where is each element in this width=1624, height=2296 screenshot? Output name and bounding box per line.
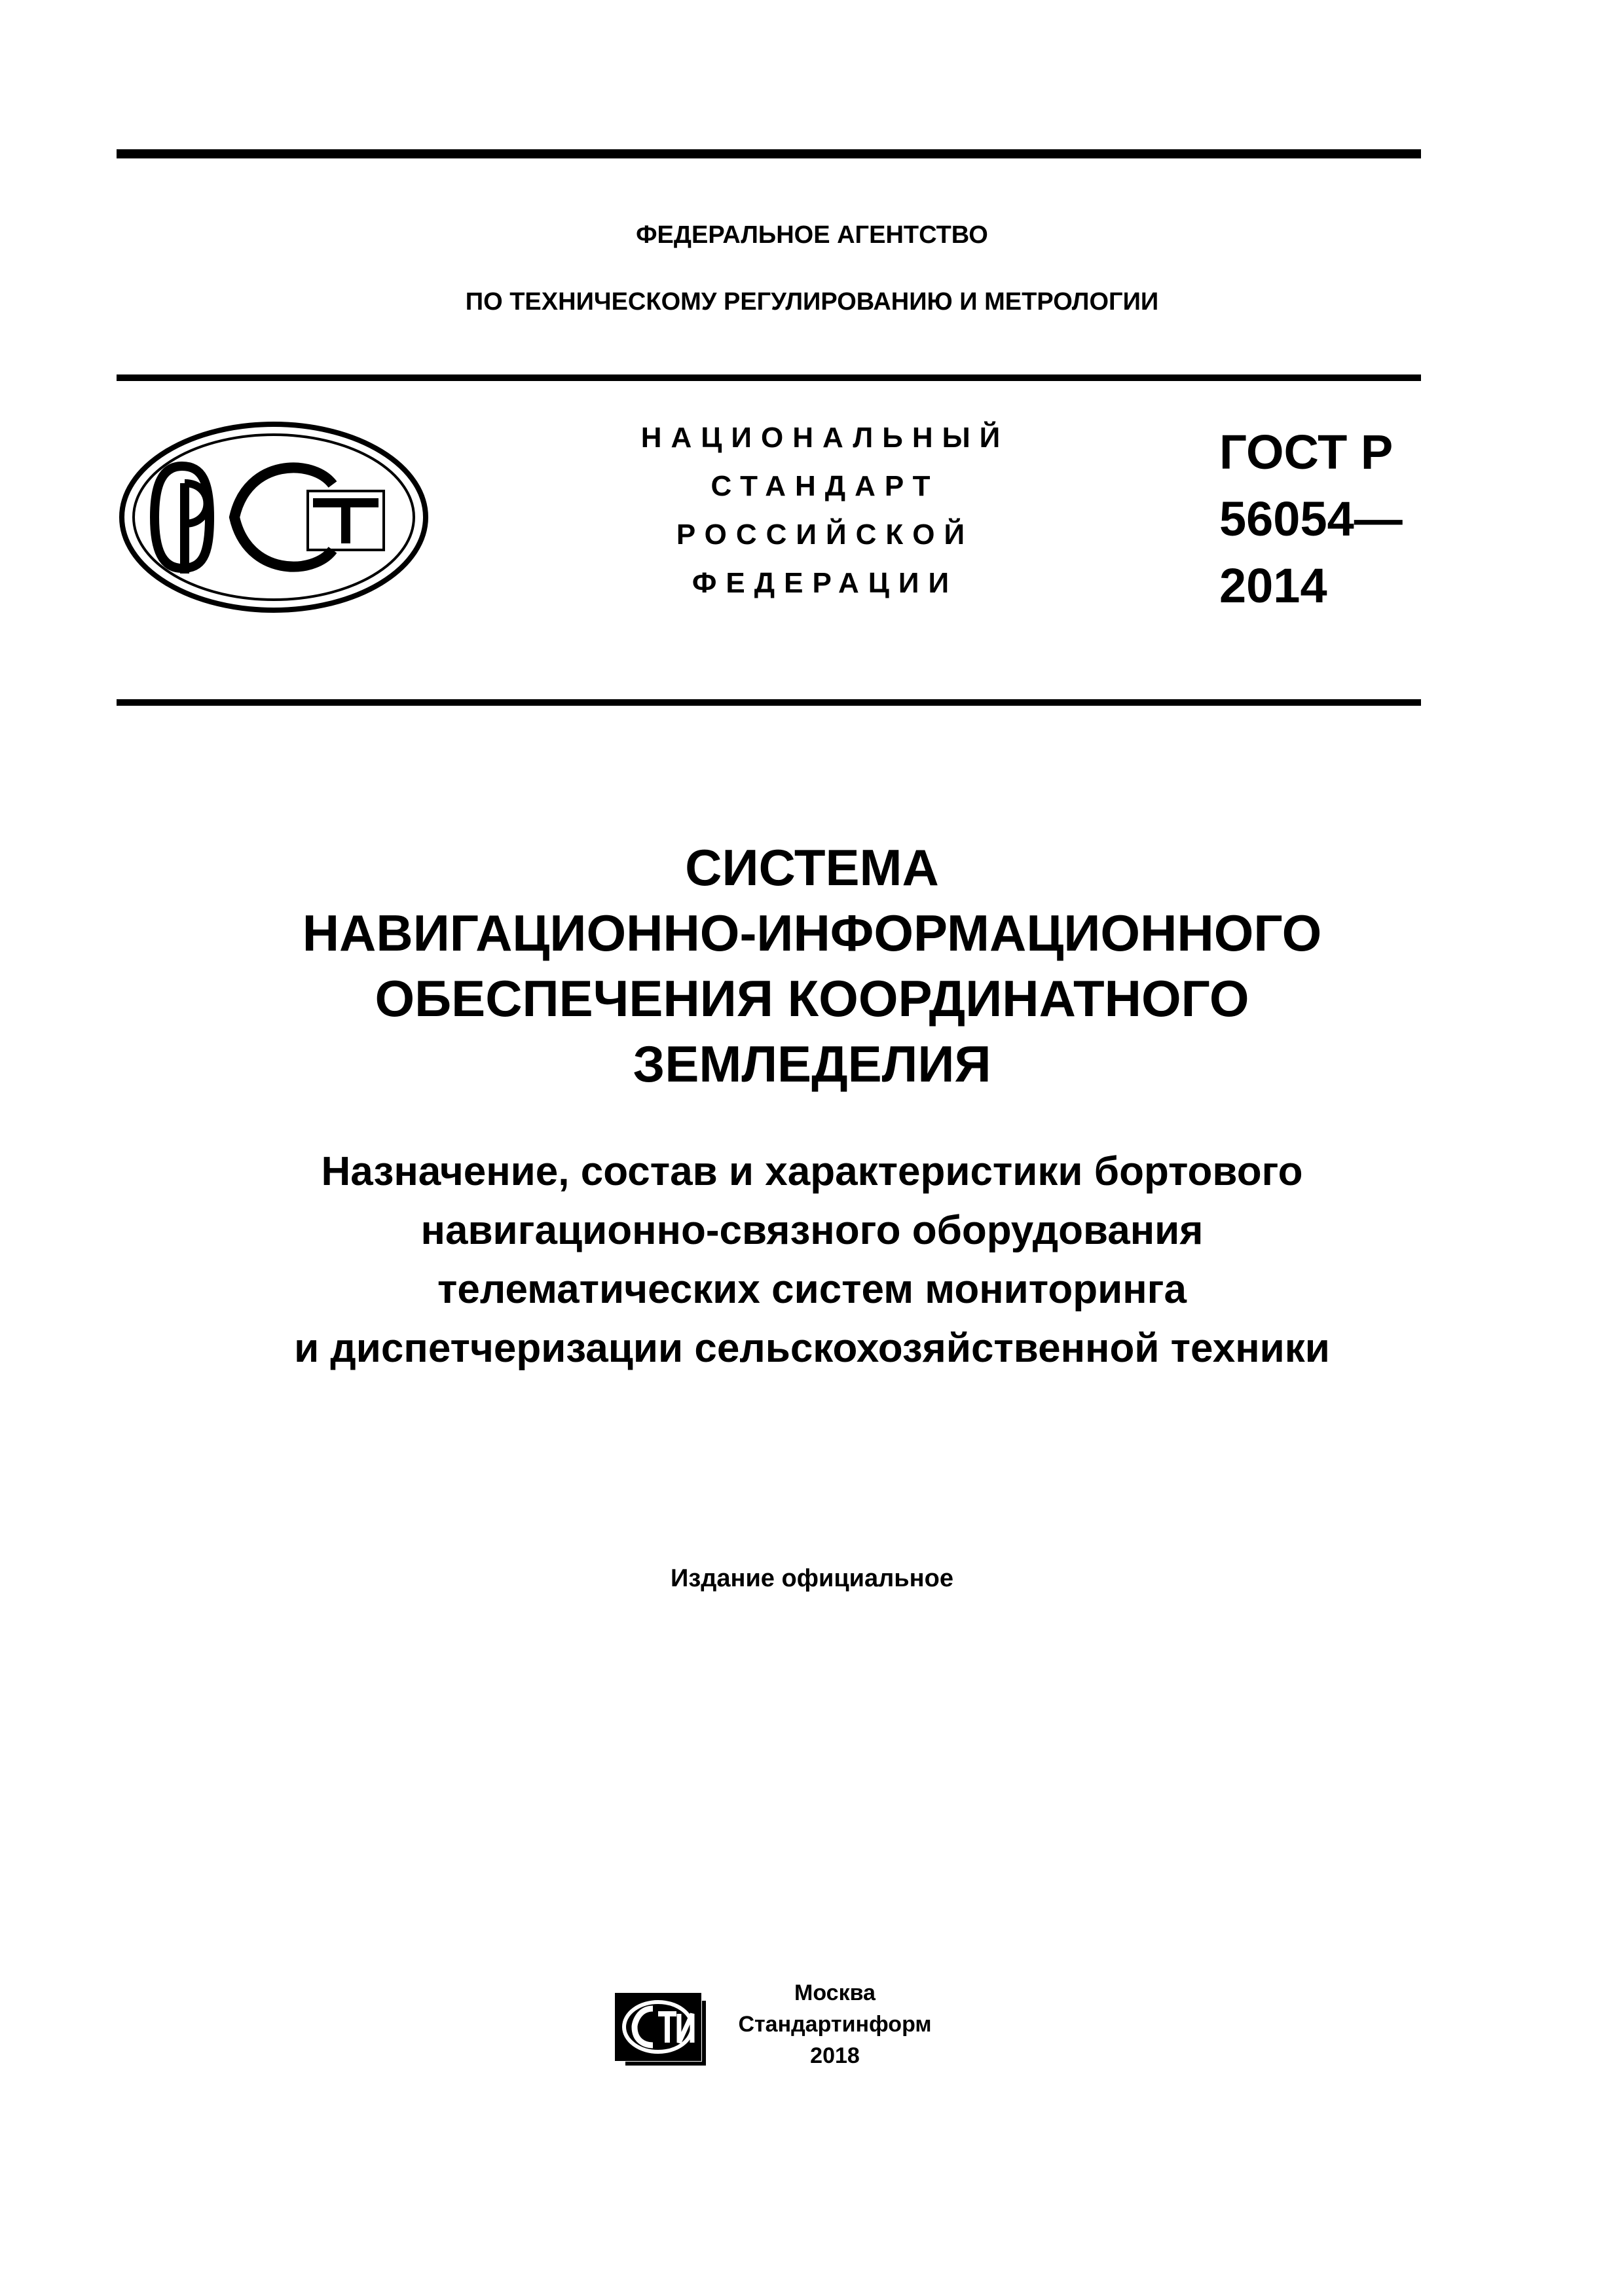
national-standard-label	[589, 414, 1061, 608]
publisher-info	[737, 1977, 933, 2071]
agency-line-2: ПО ТЕХНИЧЕСКОМУ РЕГУЛИРОВАНИЮ И МЕТРОЛОГИИ	[465, 288, 1159, 316]
standartinform-logo-icon	[612, 1990, 710, 2069]
gost-line-2: 56054—	[1219, 492, 1403, 546]
header-rule	[117, 374, 1421, 381]
rst-emblem-icon	[117, 419, 431, 615]
document-subtitle	[0, 1142, 1624, 1378]
document-title	[0, 835, 1624, 1097]
gost-line-3: 2014	[1219, 558, 1327, 613]
national-line-4: ФЕДЕРАЦИИ	[692, 567, 959, 599]
publisher-name: Стандартинформ	[738, 2012, 932, 2037]
subtitle-line-1: Назначение, состав и характеристики бортового	[321, 1149, 1303, 1194]
title-line-4: ЗЕМЛЕДЕЛИЯ	[633, 1035, 991, 1093]
agency-line-1: ФЕДЕРАЛЬНОЕ АГЕНТСТВО	[636, 221, 988, 249]
subtitle-line-3: телематических систем мониторинга	[437, 1267, 1187, 1312]
edition-label: Издание официальное	[671, 1565, 953, 1592]
title-line-2: НАВИГАЦИОННО-ИНФОРМАЦИОННОГО	[302, 904, 1322, 962]
standard-rule	[117, 699, 1421, 706]
gost-designation	[1219, 419, 1416, 619]
title-line-1: СИСТЕМА	[685, 839, 939, 896]
national-line-2: СТАНДАРТ	[710, 470, 940, 502]
subtitle-line-2: навигационно-связного оборудования	[420, 1208, 1204, 1253]
publisher-city: Москва	[794, 1980, 876, 2005]
subtitle-line-4: и диспетчеризации сельскохозяйственной техники	[294, 1326, 1330, 1371]
national-line-3: РОССИЙСКОЙ	[676, 519, 974, 551]
national-line-1: НАЦИОНАЛЬНЫЙ	[640, 422, 1010, 454]
top-rule	[117, 149, 1421, 158]
title-line-3: ОБЕСПЕЧЕНИЯ КООРДИНАТНОГО	[375, 970, 1249, 1027]
publisher-year: 2018	[810, 2043, 860, 2068]
gost-line-1: ГОСТ Р	[1219, 425, 1393, 479]
